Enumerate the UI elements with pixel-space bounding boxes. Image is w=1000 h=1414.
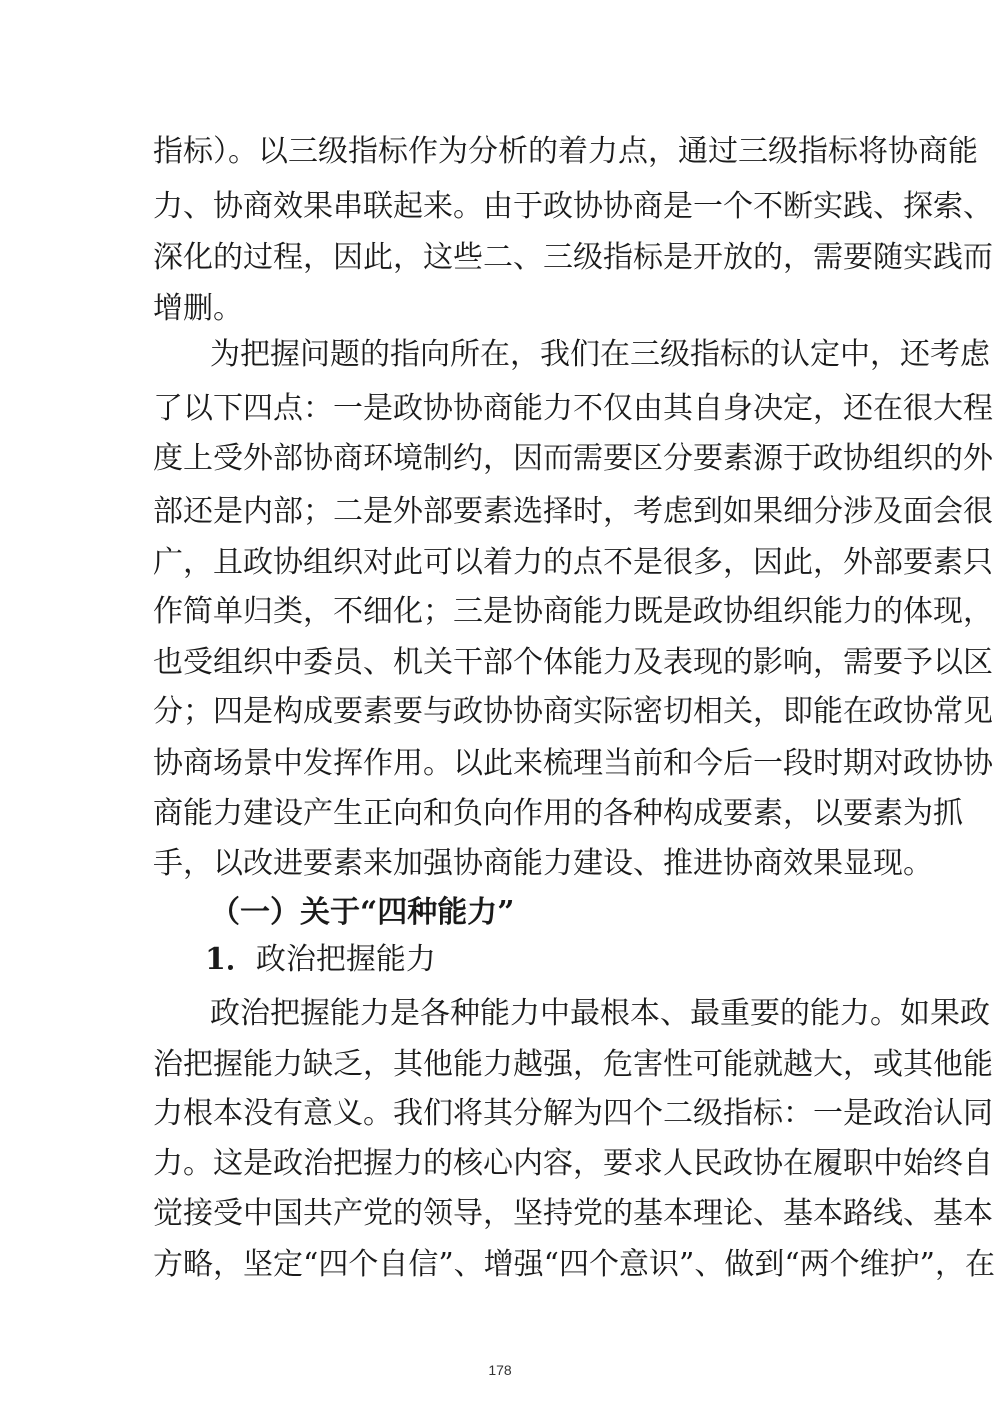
body-text-line: 广，且政协组织对此可以着力的点不是很多，因此，外部要素只	[153, 545, 993, 580]
paragraph-first-line: 为把握问题的指向所在，我们在三级指标的认定中，还考虑	[210, 337, 990, 372]
section-heading: （一）关于“四种能力”	[210, 895, 515, 930]
body-text-line: 手，以改进要素来加强协商能力建设、推进协商效果显现。	[153, 846, 933, 881]
body-text-line: 力、协商效果串联起来。由于政协协商是一个不断实践、探索、	[153, 189, 993, 224]
subsection-title: 政治把握能力	[255, 942, 436, 977]
body-text-line: 觉接受中国共产党的领导，坚持党的基本理论、基本路线、基本	[153, 1196, 993, 1231]
body-text-line: 指标）。以三级指标作为分析的着力点，通过三级指标将协商能	[153, 134, 978, 169]
paragraph-first-line: 政治把握能力是各种能力中最根本、最重要的能力。如果政	[210, 996, 990, 1031]
body-text-line: 商能力建设产生正向和负向作用的各种构成要素，以要素为抓	[153, 796, 963, 831]
subsection-number: 1．	[205, 942, 256, 977]
body-text-line: 治把握能力缺乏，其他能力越强，危害性可能就越大，或其他能	[153, 1047, 993, 1082]
body-text-line: 部还是内部；二是外部要素选择时，考虑到如果细分涉及面会很	[153, 494, 993, 529]
body-text-line: 分；四是构成要素要与政协协商实际密切相关，即能在政协常见	[153, 694, 993, 729]
body-text-line: 作简单归类，不细化；三是协商能力既是政协组织能力的体现，	[153, 594, 993, 629]
body-text-line: 了以下四点：一是政协协商能力不仅由其自身决定，还在很大程	[153, 391, 993, 426]
body-text-line: 力。这是政治把握力的核心内容，要求人民政协在履职中始终自	[153, 1146, 993, 1181]
body-text-line: 力根本没有意义。我们将其分解为四个二级指标：一是政治认同	[153, 1096, 993, 1131]
body-text-line: 增删。	[153, 291, 243, 326]
body-text-line: 深化的过程，因此，这些二、三级指标是开放的，需要随实践而	[153, 240, 993, 275]
body-text-line: 协商场景中发挥作用。以此来梳理当前和今后一段时期对政协协	[153, 746, 993, 781]
body-text-line: 度上受外部协商环境制约，因而需要区分要素源于政协组织的外	[153, 441, 993, 476]
body-text-line: 方略，坚定“四个自信”、增强“四个意识”、做到“两个维护”，在	[153, 1247, 996, 1282]
body-text-line: 也受组织中委员、机关干部个体能力及表现的影响，需要予以区	[153, 645, 993, 680]
page-number: 178	[488, 1362, 512, 1378]
subsection-heading	[205, 942, 945, 978]
